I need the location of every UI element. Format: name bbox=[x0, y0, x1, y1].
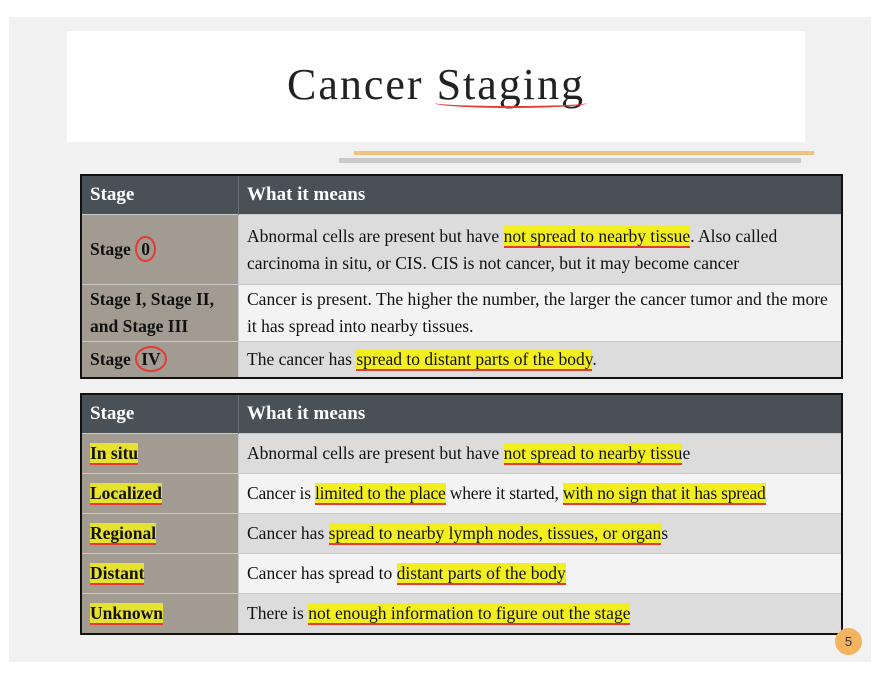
highlight: Unknown bbox=[90, 602, 163, 623]
circled-annotation: 0 bbox=[135, 236, 156, 262]
stage-cell: Stage I, Stage II, and Stage III bbox=[81, 285, 239, 342]
table-row bbox=[81, 514, 842, 554]
slide-title bbox=[67, 59, 805, 110]
header-meaning: What it means bbox=[239, 394, 843, 434]
table-header-row bbox=[81, 175, 842, 215]
table-row bbox=[81, 554, 842, 594]
highlight: Distant bbox=[90, 563, 145, 583]
table-row bbox=[81, 215, 842, 285]
stage-table-descriptive bbox=[80, 393, 843, 635]
title-word-plain: Cancer bbox=[286, 60, 437, 109]
stage-cell bbox=[81, 554, 239, 594]
header-stage: Stage bbox=[81, 175, 239, 215]
highlight: Localized bbox=[90, 483, 162, 503]
table-row bbox=[81, 342, 842, 378]
stage-cell bbox=[81, 434, 239, 474]
meaning-cell: Cancer has spread to nearby lymph nodes, tissues, or organs bbox=[239, 514, 843, 554]
table-row bbox=[81, 285, 842, 342]
meaning-cell: Cancer is limited to the place where it started, with no sign that it has spread bbox=[239, 474, 843, 514]
highlight: not spread to nearby tissue bbox=[503, 225, 691, 246]
highlight: not enough information to figure out the stage bbox=[308, 602, 631, 623]
stage-cell bbox=[81, 474, 239, 514]
spelling-squiggle bbox=[435, 98, 587, 108]
table-row bbox=[81, 594, 842, 634]
accent-bar-gold bbox=[354, 151, 814, 155]
title-box bbox=[67, 31, 805, 142]
highlight: In situ bbox=[90, 443, 139, 463]
highlight: not spread to nearby tissu bbox=[503, 443, 683, 463]
highlight: spread to distant parts of the body bbox=[356, 348, 593, 369]
table-row bbox=[81, 434, 842, 474]
meaning-cell: Abnormal cells are present but have not spread to nearby tissue. Also called carcinoma in situ, or CIS. CIS is not cancer, but it may become cancer bbox=[239, 215, 843, 285]
highlight: with no sign that it has spread bbox=[562, 483, 766, 503]
table-row bbox=[81, 474, 842, 514]
stage-cell bbox=[81, 594, 239, 634]
highlight: Regional bbox=[90, 523, 157, 543]
header-meaning: What it means bbox=[239, 175, 843, 215]
meaning-cell: The cancer has spread to distant parts of the body. bbox=[239, 342, 843, 378]
meaning-cell: Cancer has spread to distant parts of the body bbox=[239, 554, 843, 594]
meaning-cell: Cancer is present. The higher the number, the larger the cancer tumor and the more it has spread into nearby tissues. bbox=[239, 285, 843, 342]
accent-bar-gray bbox=[339, 158, 801, 163]
header-stage: Stage bbox=[81, 394, 239, 434]
meaning-cell: Abnormal cells are present but have not spread to nearby tissue bbox=[239, 434, 843, 474]
stage-cell bbox=[81, 514, 239, 554]
title-word-marked: Staging bbox=[436, 60, 586, 109]
highlight: distant parts of the body bbox=[396, 563, 566, 583]
table-header-row bbox=[81, 394, 842, 434]
stage-cell: Stage 0 bbox=[81, 215, 239, 285]
stage-cell: Stage IV bbox=[81, 342, 239, 378]
page-number-badge: 5 bbox=[835, 628, 862, 655]
meaning-cell: There is not enough information to figure out the stage bbox=[239, 594, 843, 634]
stage-table-numeric bbox=[80, 174, 843, 379]
highlight: spread to nearby lymph nodes, tissues, or organ bbox=[328, 523, 662, 543]
circled-annotation: IV bbox=[135, 346, 166, 372]
highlight: limited to the place bbox=[314, 483, 446, 503]
